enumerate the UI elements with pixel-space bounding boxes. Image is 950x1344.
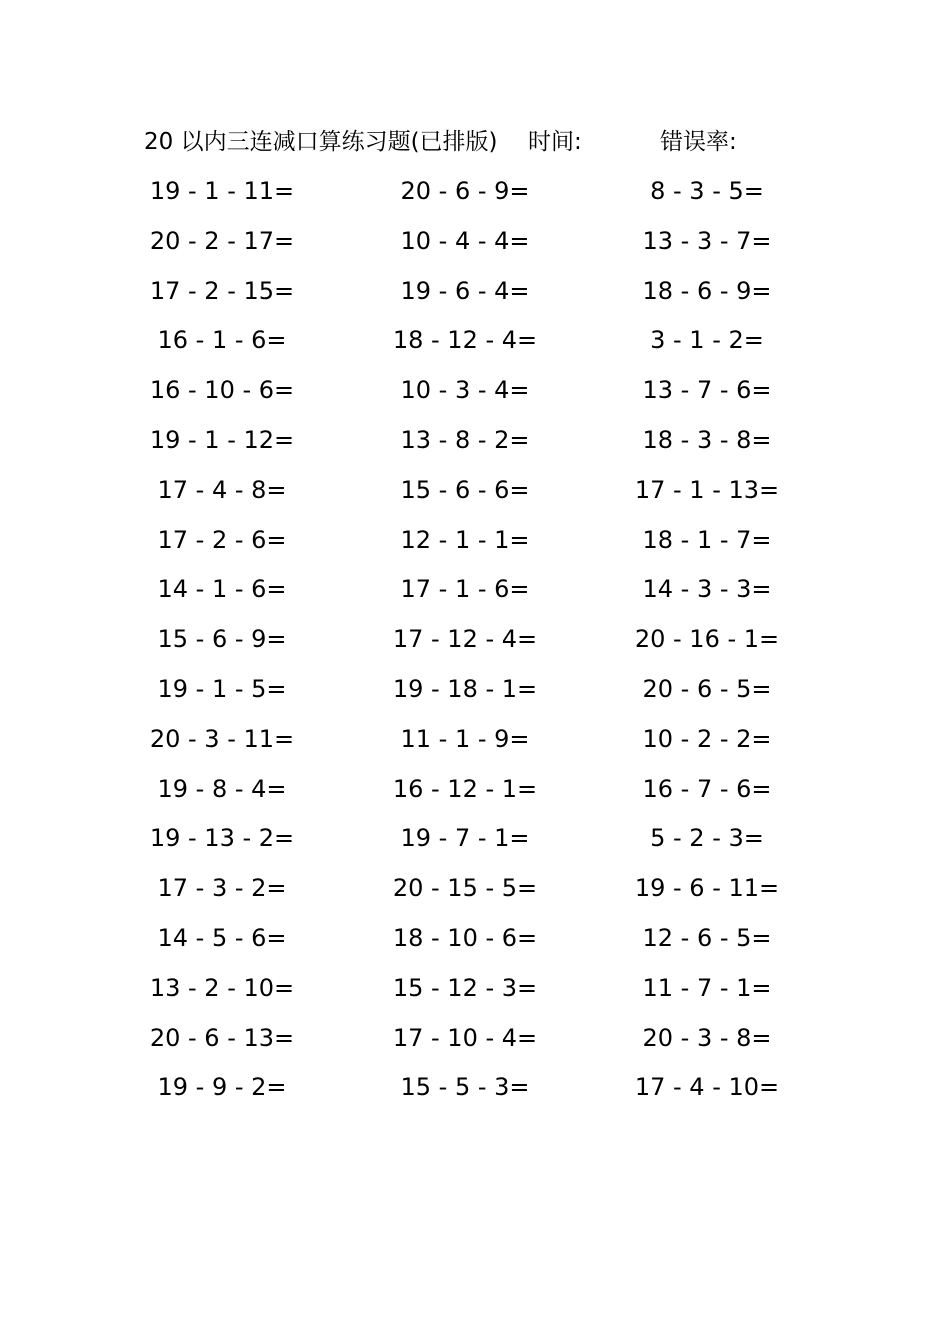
problem-item: 18 - 12 - 4= <box>392 326 538 355</box>
problem-row <box>0 621 950 671</box>
problem-item: 14 - 5 - 6= <box>157 923 287 952</box>
problem-row <box>0 671 950 721</box>
problem-item: 13 - 7 - 6= <box>642 376 772 405</box>
problem-item: 17 - 2 - 15= <box>149 276 295 305</box>
problem-item: 20 - 6 - 13= <box>149 1023 295 1052</box>
problem-row <box>0 571 950 621</box>
time-label: 时间: <box>528 129 582 155</box>
problem-item: 20 - 2 - 17= <box>149 226 295 255</box>
problem-item: 18 - 6 - 9= <box>642 276 772 305</box>
worksheet-title: 20 以内三连减口算练习题(已排版) <box>144 129 498 155</box>
problem-item: 20 - 16 - 1= <box>634 625 780 654</box>
problem-item: 11 - 1 - 9= <box>400 724 530 753</box>
problem-row <box>0 173 950 223</box>
problem-item: 17 - 4 - 8= <box>157 475 287 504</box>
problem-item: 8 - 3 - 5= <box>650 177 764 205</box>
problem-item: 15 - 6 - 6= <box>400 475 530 504</box>
problem-item: 16 - 1 - 6= <box>157 326 287 355</box>
problem-row <box>0 970 950 1020</box>
problem-item: 17 - 1 - 13= <box>634 475 780 504</box>
worksheet-header <box>144 124 844 160</box>
problem-item: 20 - 15 - 5= <box>392 874 538 903</box>
problem-item: 20 - 3 - 8= <box>642 1023 772 1052</box>
problem-item: 19 - 1 - 5= <box>157 674 287 703</box>
problem-item: 20 - 3 - 11= <box>149 724 295 753</box>
problem-row <box>0 223 950 273</box>
problem-item: 16 - 12 - 1= <box>392 774 538 803</box>
problem-row <box>0 1069 950 1119</box>
problem-item: 10 - 3 - 4= <box>400 376 530 405</box>
problem-item: 19 - 6 - 4= <box>400 276 530 305</box>
problem-item: 19 - 7 - 1= <box>400 824 530 853</box>
problem-item: 15 - 5 - 3= <box>400 1073 530 1102</box>
problem-item: 20 - 6 - 5= <box>642 674 772 703</box>
problem-row <box>0 322 950 372</box>
problem-item: 20 - 6 - 9= <box>400 177 530 205</box>
problem-item: 15 - 6 - 9= <box>157 625 287 654</box>
problem-item: 14 - 1 - 6= <box>157 575 287 604</box>
problem-item: 13 - 8 - 2= <box>400 425 530 454</box>
problem-item: 19 - 8 - 4= <box>157 774 287 803</box>
problem-item: 17 - 2 - 6= <box>157 525 287 554</box>
problem-row <box>0 870 950 920</box>
problem-item: 18 - 10 - 6= <box>392 923 538 952</box>
problem-row <box>0 920 950 970</box>
problem-item: 17 - 1 - 6= <box>400 575 530 604</box>
problem-item: 12 - 6 - 5= <box>642 923 772 952</box>
problem-row <box>0 273 950 323</box>
problem-row <box>0 522 950 572</box>
problem-item: 17 - 3 - 2= <box>157 874 287 903</box>
problem-item: 13 - 2 - 10= <box>149 973 295 1002</box>
problem-item: 17 - 10 - 4= <box>392 1023 538 1052</box>
problem-row <box>0 771 950 821</box>
problem-row <box>0 1020 950 1070</box>
problem-item: 19 - 6 - 11= <box>634 874 780 903</box>
problem-row <box>0 472 950 522</box>
problem-item: 12 - 1 - 1= <box>400 525 530 554</box>
problem-item: 15 - 12 - 3= <box>392 973 538 1002</box>
problem-grid <box>0 173 950 1119</box>
problem-item: 17 - 4 - 10= <box>634 1073 780 1102</box>
problem-item: 14 - 3 - 3= <box>642 575 772 604</box>
problem-item: 17 - 12 - 4= <box>392 625 538 654</box>
problem-item: 19 - 13 - 2= <box>149 824 295 853</box>
error-rate-label: 错误率: <box>660 129 737 155</box>
problem-item: 18 - 1 - 7= <box>642 525 772 554</box>
problem-item: 16 - 7 - 6= <box>642 774 772 803</box>
problem-item: 18 - 3 - 8= <box>642 425 772 454</box>
problem-item: 19 - 18 - 1= <box>392 674 538 703</box>
problem-item: 16 - 10 - 6= <box>149 376 295 405</box>
problem-row <box>0 721 950 771</box>
problem-row <box>0 372 950 422</box>
problem-item: 3 - 1 - 2= <box>650 326 764 355</box>
problem-item: 11 - 7 - 1= <box>642 973 772 1002</box>
problem-row <box>0 820 950 870</box>
problem-row <box>0 422 950 472</box>
problem-item: 10 - 2 - 2= <box>642 724 772 753</box>
problem-item: 13 - 3 - 7= <box>642 226 772 255</box>
problem-item: 19 - 1 - 12= <box>149 425 295 454</box>
problem-item: 19 - 9 - 2= <box>157 1073 287 1102</box>
problem-item: 19 - 1 - 11= <box>149 177 295 205</box>
problem-item: 10 - 4 - 4= <box>400 226 530 255</box>
problem-item: 5 - 2 - 3= <box>650 824 764 853</box>
